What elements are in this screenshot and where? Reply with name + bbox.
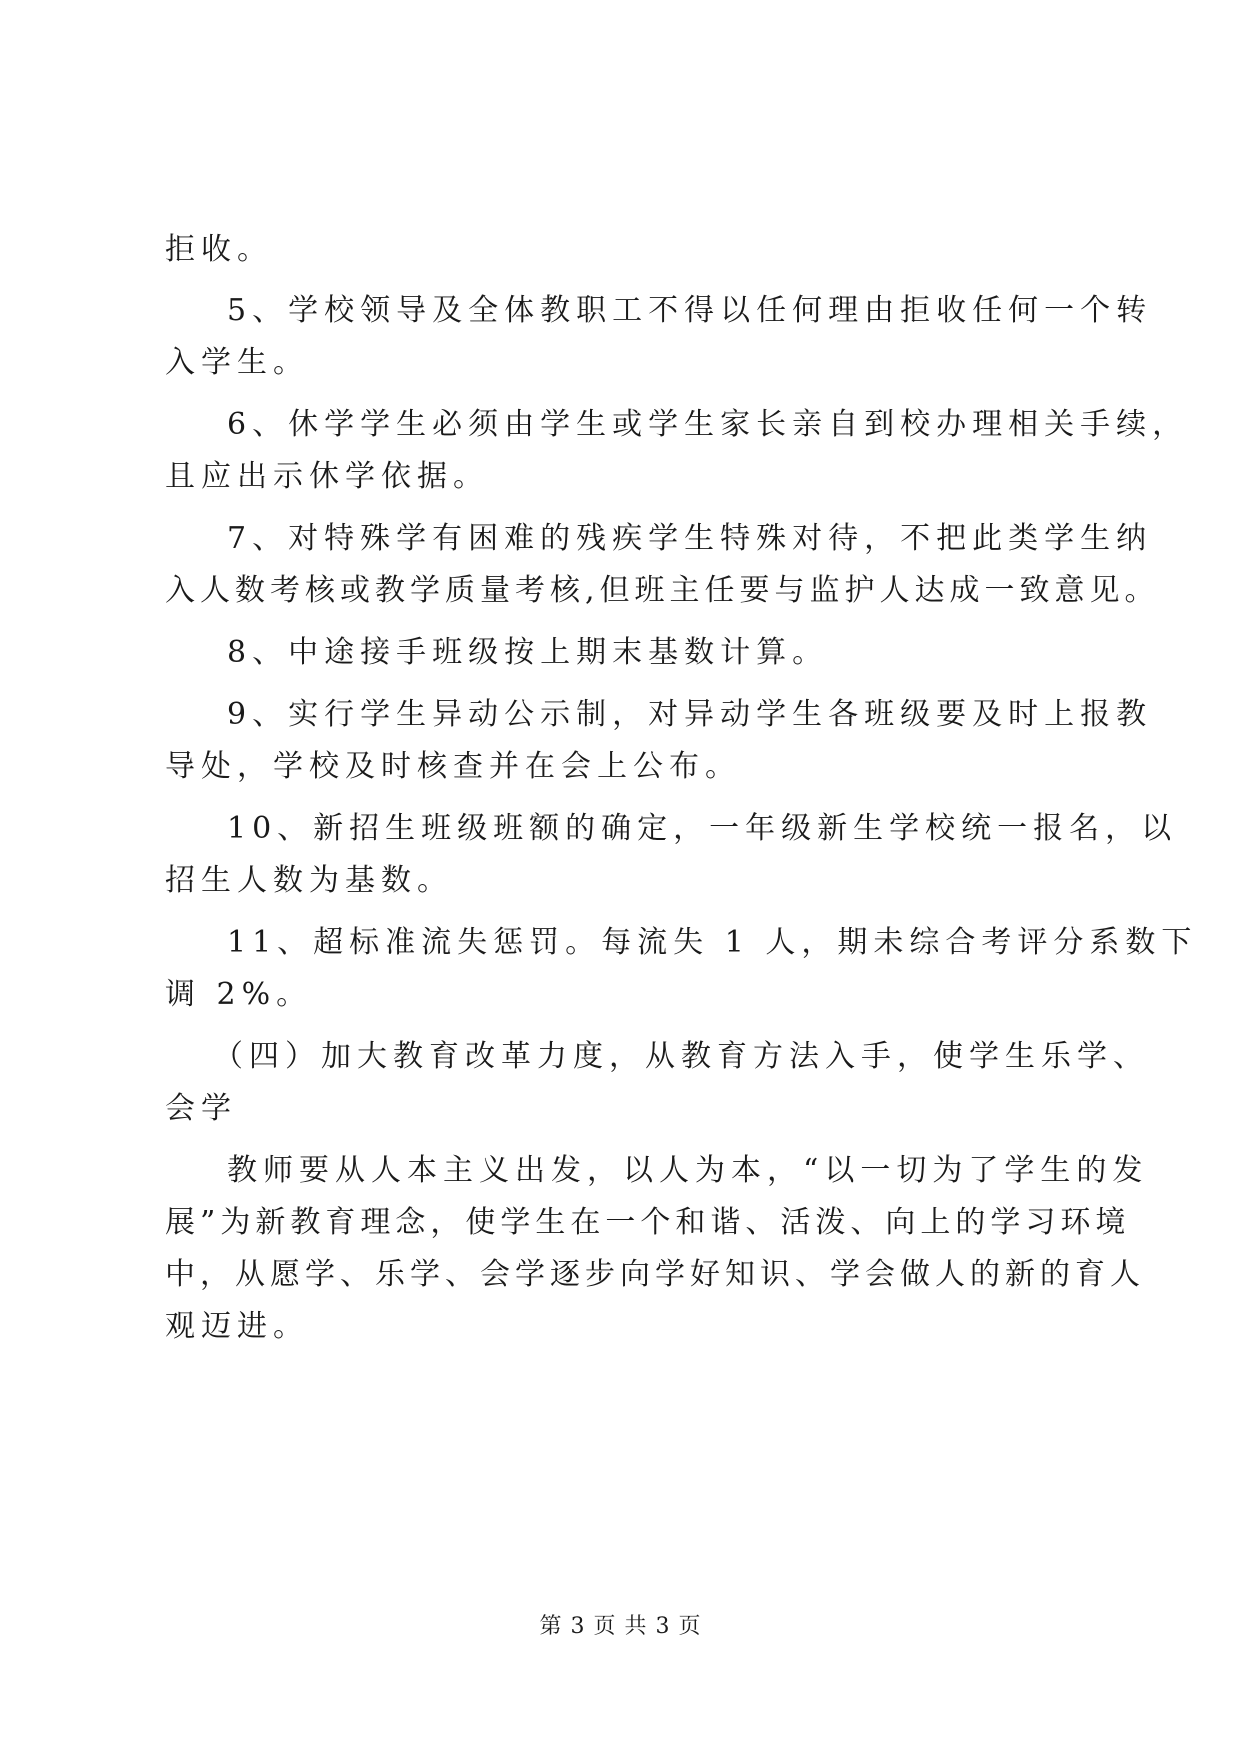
text-line: 8、中途接手班级按上期末基数计算。 bbox=[227, 635, 829, 670]
text-line: 10、新招生班级班额的确定，一年级新生学校统一报名，以 bbox=[227, 811, 1178, 846]
text-line: 入人数考核或教学质量考核,但班主任要与监护人达成一致意见。 bbox=[165, 573, 1160, 608]
text-line: 7、对特殊学有困难的残疾学生特殊对待，不把此类学生纳 bbox=[227, 521, 1153, 556]
text-line: 展”为新教育理念，使学生在一个和谐、活泼、向上的学习环境 bbox=[165, 1205, 1131, 1240]
text-line: 11、超标准流失惩罚。每流失 1 人，期未综合考评分系数下 bbox=[227, 925, 1198, 960]
text-line: 9、实行学生异动公示制，对异动学生各班级要及时上报教 bbox=[227, 697, 1153, 732]
text-line: 中，从愿学、乐学、会学逐步向学好知识、学会做人的新的育人 bbox=[165, 1257, 1145, 1292]
text-line: 5、学校领导及全体教职工不得以任何理由拒收任何一个转 bbox=[227, 293, 1153, 328]
section-heading: 会学 bbox=[165, 1091, 237, 1126]
text-line: 且应出示休学依据。 bbox=[165, 459, 489, 494]
section-heading: （四）加大教育改革力度，从教育方法入手，使学生乐学、 bbox=[213, 1039, 1149, 1074]
text-line: 调 2%。 bbox=[165, 977, 313, 1012]
text-line: 拒收。 bbox=[165, 232, 273, 267]
text-line: 招生人数为基数。 bbox=[165, 863, 453, 898]
text-line: 导处，学校及时核查并在会上公布。 bbox=[165, 749, 741, 784]
page-footer: 第 3 页 共 3 页 bbox=[539, 1614, 702, 1639]
text-line: 教师要从人本主义出发，以人为本，“以一切为了学生的发 bbox=[227, 1153, 1149, 1188]
text-line: 入学生。 bbox=[165, 345, 309, 380]
text-line: 观迈进。 bbox=[165, 1309, 309, 1344]
text-line: 6、休学学生必须由学生或学生家长亲自到校办理相关手续， bbox=[227, 407, 1189, 442]
